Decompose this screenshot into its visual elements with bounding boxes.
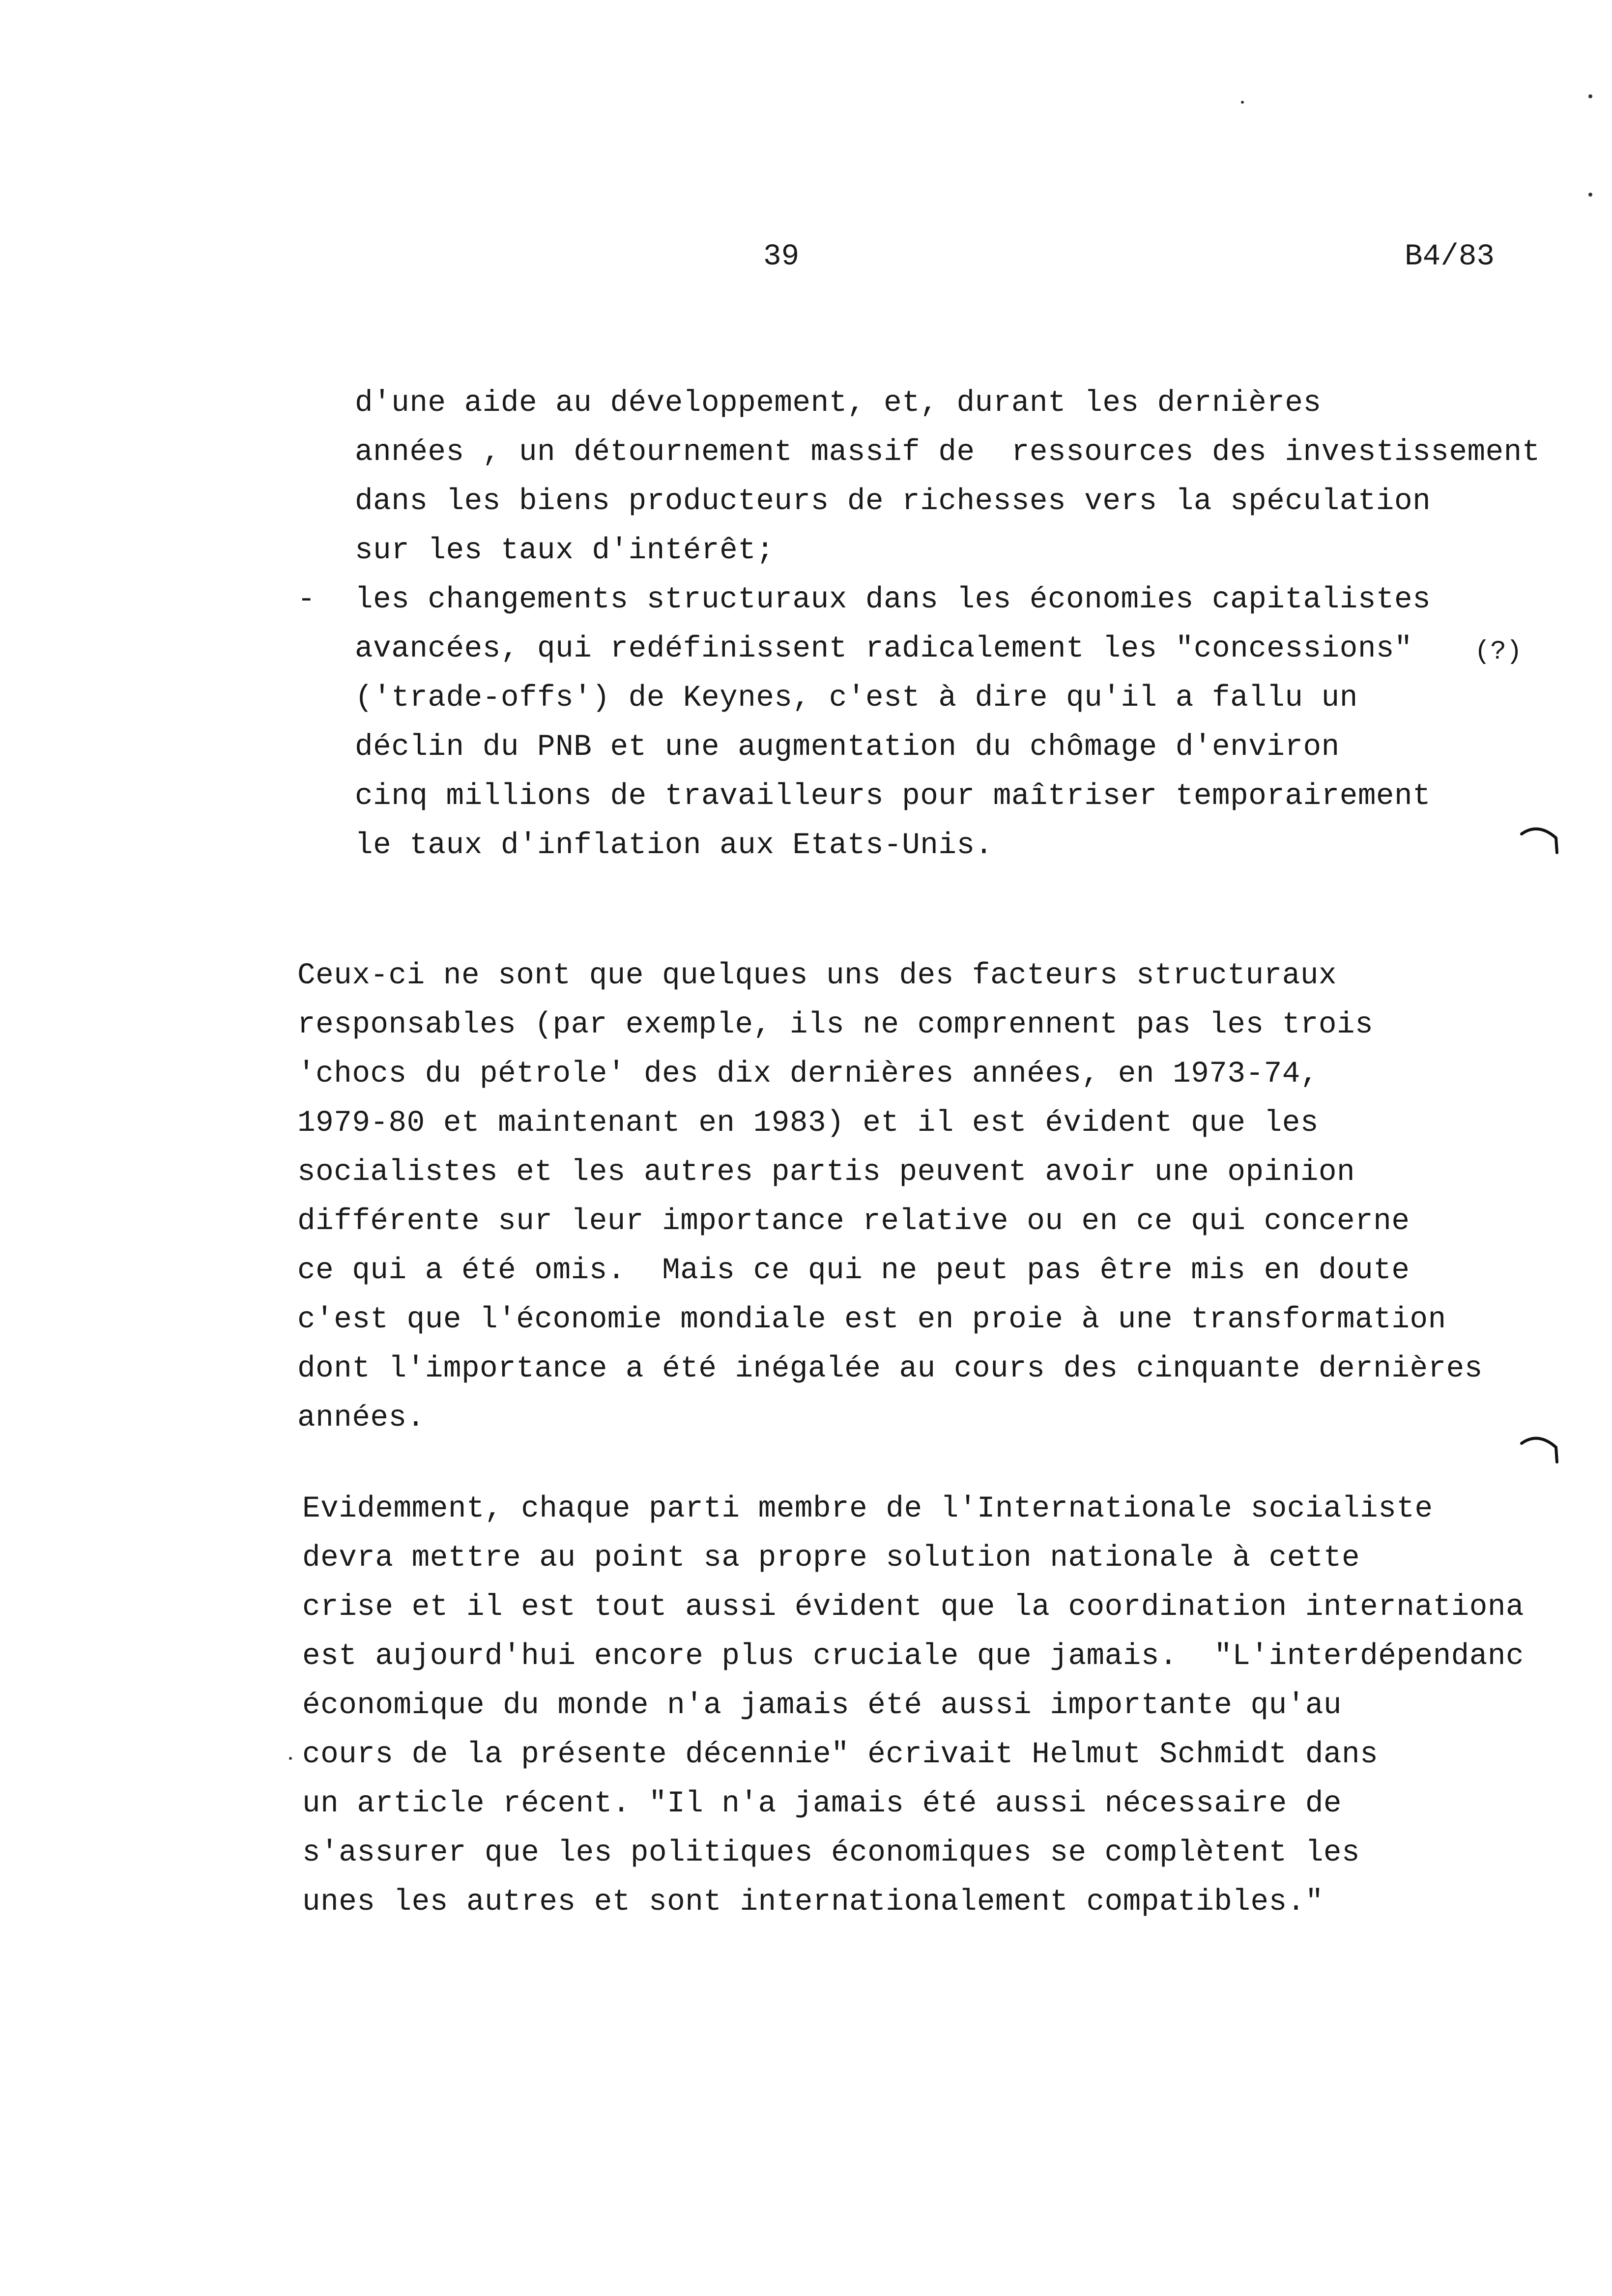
para3-line: dont l'importance a été inégalée au cours des cinquante dernières [297,1352,1483,1386]
margin-arc-mark [1519,1433,1563,1467]
para4-line: crise et il est tout aussi évident que la coordination internationa [302,1590,1525,1624]
scan-speck [1588,94,1592,98]
para1-line: sur les taux d'intérêt; [355,534,775,568]
para2-line: avancées, qui redéfinissent radicalement les "concessions" [355,632,1413,666]
para2-line: cinq millions de travailleurs pour maîtriser temporairement [355,779,1431,813]
para1-line: années , un détournement massif de ressources des investissement [355,435,1540,469]
para2-line: déclin du PNB et une augmentation du chômage d'environ [355,730,1340,764]
para4-line: un article récent. "Il n'a jamais été aussi nécessaire de [302,1787,1342,1821]
para4-line: devra mettre au point sa propre solution nationale à cette [302,1541,1360,1575]
margin-query-note: (?) [1474,637,1523,667]
para4-line: s'assurer que les politiques économiques se complètent les [302,1836,1360,1870]
document-reference: B4/83 [1405,240,1495,274]
para4-line: est aujourd'hui encore plus cruciale que jamais. "L'interdépendanc [302,1639,1525,1673]
para3-line: ce qui a été omis. Mais ce qui ne peut pas être mis en doute [297,1254,1410,1288]
para1-line: d'une aide au développement, et, durant les dernières [355,386,1322,420]
para4-line: économique du monde n'a jamais été aussi importante qu'au [302,1689,1342,1722]
para4-line: Evidemment, chaque parti membre de l'Internationale socialiste [302,1492,1433,1526]
scan-speck [1588,193,1592,197]
para2-line: les changements structuraux dans les économies capitalistes [355,583,1431,617]
para3-line: socialistes et les autres partis peuvent avoir une opinion [297,1155,1355,1189]
para1-line: dans les biens producteurs de richesses vers la spéculation [355,485,1431,518]
para3-line: différente sur leur importance relative ou en ce qui concerne [297,1205,1410,1238]
para4-line: cours de la présente décennie" écrivait Helmut Schmidt dans [302,1738,1379,1772]
para3-line: c'est que l'économie mondiale est en proie à une transformation [297,1303,1446,1337]
para2-line: le taux d'inflation aux Etats-Unis. [355,829,993,862]
para3-line: années. [297,1401,425,1435]
margin-arc-mark [1519,823,1563,858]
scan-speck [1241,101,1244,104]
bullet-dash: - [297,583,316,617]
scan-speck [289,1757,292,1760]
para3-line: 'chocs du pétrole' des dix dernières années, en 1973-74, [297,1057,1319,1091]
page-number: 39 [763,240,800,274]
para3-line: responsables (par exemple, ils ne comprennent pas les trois [297,1008,1374,1042]
para3-line: Ceux-ci ne sont que quelques uns des facteurs structuraux [297,959,1337,993]
para3-line: 1979-80 et maintenant en 1983) et il est évident que les [297,1106,1319,1140]
para4-line: unes les autres et sont internationalement compatibles." [302,1885,1324,1919]
para2-line: ('trade-offs') de Keynes, c'est à dire qu'il a fallu un [355,681,1358,715]
